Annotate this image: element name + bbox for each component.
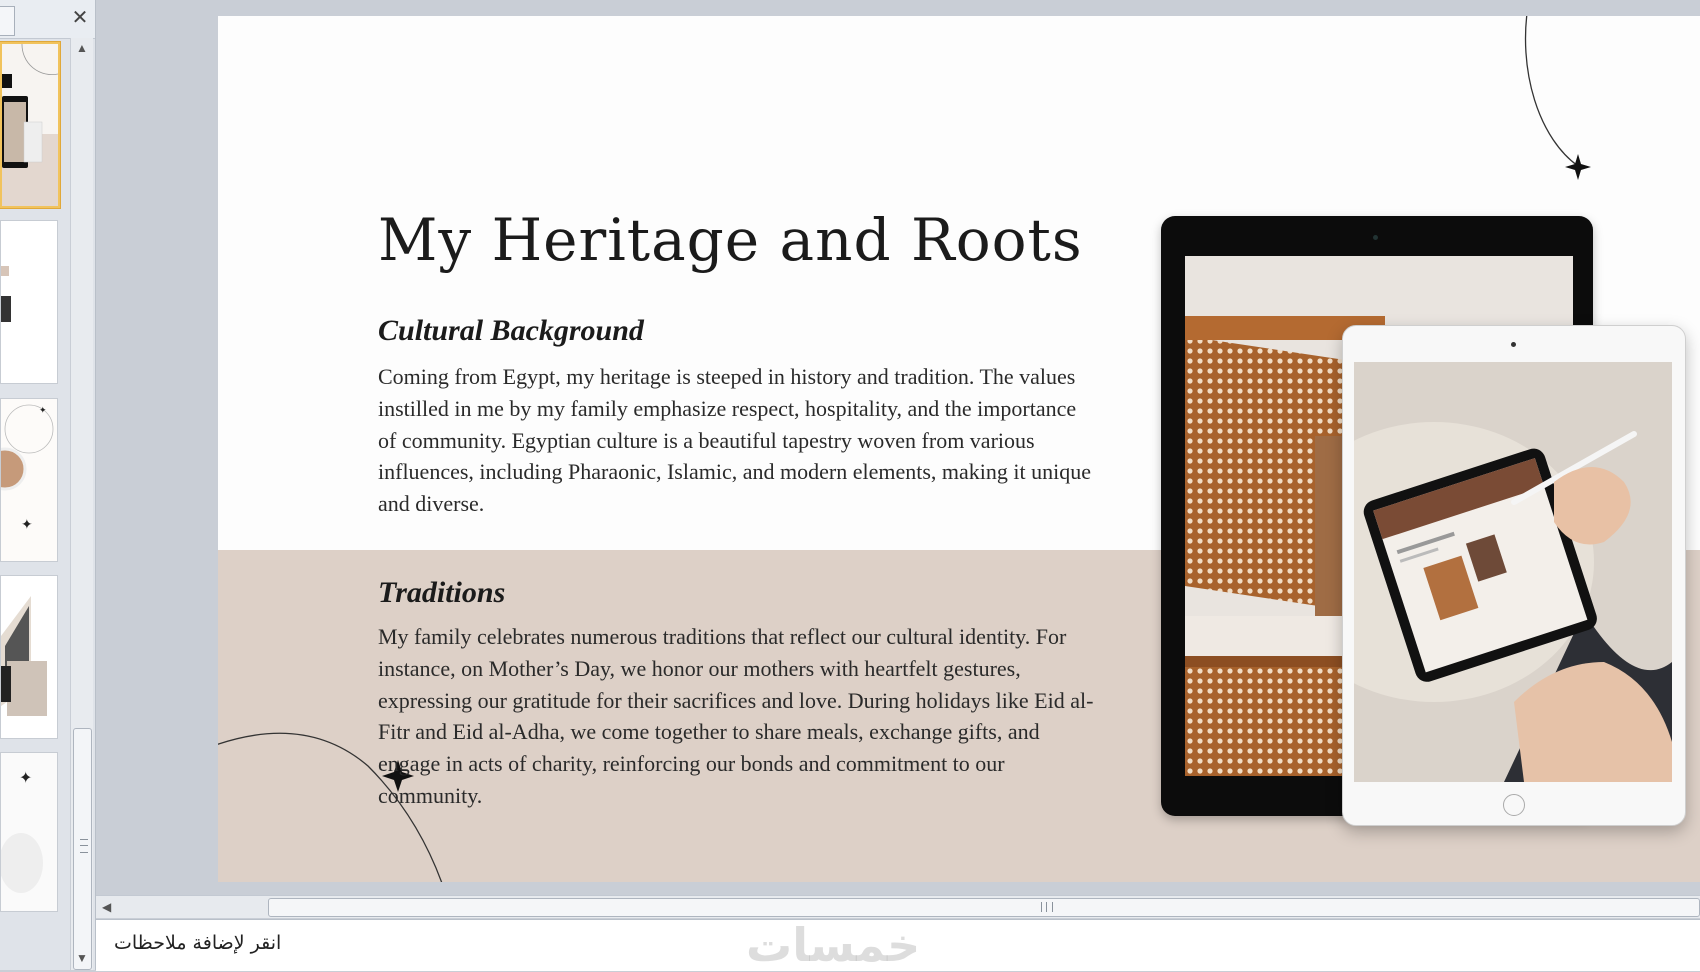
close-pane-button[interactable]: ✕: [71, 7, 89, 29]
svg-text:✦: ✦: [21, 516, 33, 532]
thumbnail-5-preview: [1, 753, 57, 911]
notes-placeholder[interactable]: انقر لإضافة ملاحظات: [114, 932, 282, 954]
slide-horizontal-scrollbar[interactable]: [96, 895, 1700, 918]
camera-dot: [1511, 342, 1516, 347]
slide-thumbnail-2[interactable]: [0, 220, 58, 384]
scroll-up-arrow-icon[interactable]: ▲: [76, 41, 88, 55]
thumbnail-1-preview: [2, 44, 58, 206]
svg-text:✦: ✦: [19, 770, 33, 787]
slide-thumbnail-4[interactable]: [0, 575, 58, 739]
thumbnail-2-preview: [1, 221, 57, 383]
watermark-logo: خمسات: [746, 918, 921, 972]
section-heading-cultural-background[interactable]: Cultural Background: [378, 314, 644, 347]
thumbnails-pane-header: [0, 0, 95, 39]
section-heading-traditions[interactable]: Traditions: [378, 576, 506, 609]
tablet-screen-hand-photo: [1354, 362, 1672, 782]
svg-text:✦: ✦: [39, 405, 47, 415]
notes-pane[interactable]: [96, 919, 1700, 971]
slides-tab[interactable]: [0, 6, 15, 36]
camera-dot: [1373, 235, 1378, 240]
tablet-mockup-white[interactable]: [1342, 325, 1686, 826]
slide-thumbnail-5[interactable]: [0, 752, 58, 912]
scroll-down-arrow-icon[interactable]: ▼: [76, 951, 88, 965]
slide-title[interactable]: My Heritage and Roots: [378, 206, 1083, 274]
slide-canvas[interactable]: [218, 16, 1700, 882]
slide-thumbnail-1[interactable]: [0, 42, 60, 208]
grip-icon: [1041, 902, 1053, 912]
section-body-traditions[interactable]: My family celebrates numerous traditions that reflect our cultural identity. For instance, on Mother’s Day, we honor our mothers with heartfelt gestures, expressing our gratitude for their sacrifices and love. During holidays like Eid al-Fitr and Eid al-Adha, we come together to share meals, exchange gifts, and engage in acts of charity, reinforcing our bonds and commitment to our community.: [378, 624, 1094, 808]
slide-thumbnails-pane: [0, 0, 96, 970]
section-body-cultural-background[interactable]: Coming from Egypt, my heritage is steeped in history and tradition. The values instilled in me by my family emphasize respect, hospitality, and the importance of community. Egyptian culture is a beautiful tapestry woven from various influences, including Pharaonic, Islamic, and modern elements, making it unique and diverse.: [378, 364, 1091, 517]
scrollbar-thumb[interactable]: [73, 728, 92, 970]
grip-icon: [80, 839, 88, 853]
scrollbar-thumb[interactable]: [268, 898, 1700, 917]
scroll-left-arrow-icon[interactable]: ◀: [102, 900, 112, 914]
thumbnails-vertical-scrollbar[interactable]: [70, 38, 93, 970]
home-button: [1503, 794, 1525, 816]
thumbnail-4-preview: [1, 576, 57, 738]
slide-thumbnail-3[interactable]: [0, 398, 58, 562]
slide-editing-area: [96, 0, 1700, 895]
hand-with-tablet-photo: [1354, 362, 1672, 782]
thumbnail-3-preview: [1, 399, 57, 561]
